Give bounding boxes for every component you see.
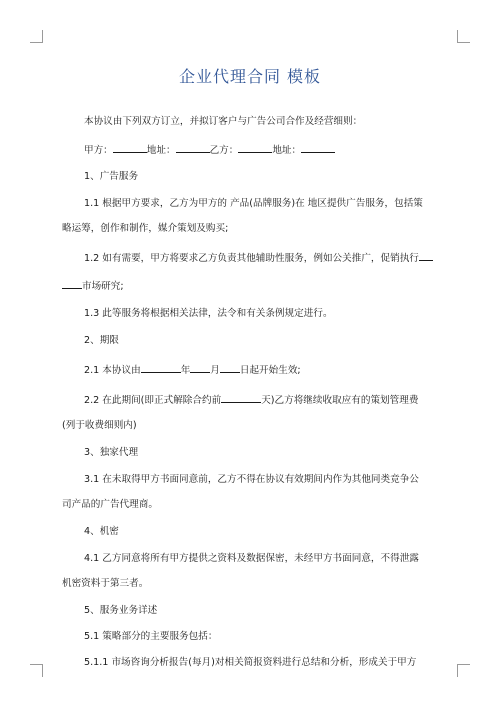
section-3-heading: 3、独家代理 (84, 447, 139, 458)
clause-1-1-line-1: 1.1 根据甲方要求，乙方为甲方的 产品(品牌服务)在 地区提供广告服务，包括策 (84, 198, 423, 209)
clause-1-2-line-1 (62, 250, 442, 265)
clause-4-1-line-1: 4.1 乙方同意将所有甲方提供之资料及数据保密，未经甲方书面同意，不得泄露 (84, 553, 419, 564)
party-a-address-blank (176, 142, 210, 153)
clause-1-2-text-2: 市场研究; (82, 281, 124, 292)
page-corner-mark-bottom-left (30, 664, 43, 677)
clause-1-2-text: 1.2 如有需要，甲方将要求乙方负责其他辅助性服务，例如公关推广，促销执行 (84, 253, 419, 264)
parties-line (62, 142, 442, 157)
party-a-label: 甲方： (84, 145, 113, 156)
year-label: 年 (180, 365, 191, 376)
section-5-heading: 5、服务业务详述 (84, 605, 158, 616)
party-a-blank (113, 142, 147, 153)
notice-days-blank (221, 392, 261, 403)
clause-4-1-line-2: 机密资料于第三者。 (62, 578, 149, 589)
clause-2-1-post: 日起开始生效; (239, 365, 301, 376)
section-2-heading: 2、期限 (84, 335, 119, 346)
start-day-blank (220, 362, 240, 373)
document-title: 企业代理合同 模板 (178, 67, 322, 86)
clause-2-2-post: 天)乙方将继续收取应有的策划管理费 (261, 395, 419, 406)
page-corner-mark-top-right (457, 30, 470, 43)
intro-paragraph: 本协议由下列双方订立，并拟订客户与广告公司合作及经营细则： (84, 116, 363, 127)
section-1-heading: 1、广告服务 (84, 171, 139, 182)
start-year-blank (141, 362, 181, 373)
clause-1-3: 1.3 此等服务将根据相关法律，法令和有关条例规定进行。 (84, 308, 333, 319)
clause-1-2-line-2 (62, 278, 442, 293)
clause-1-2-blank-2 (62, 278, 82, 289)
clause-5-1-1: 5.1.1 市场咨询分析报告(每月)对相关简报资料进行总结和分析，形成关于甲方 (84, 657, 417, 668)
clause-2-2-line-2: (列于收费细则内) (62, 420, 137, 431)
clause-3-1-line-1: 3.1 在未取得甲方书面同意前，乙方不得在协议有效期间内作为其他同类竞争公 (84, 474, 419, 485)
page-corner-mark-top-left (30, 30, 43, 43)
clause-2-2-pre: 2.2 在此期间(即正式解除合约前 (84, 395, 222, 406)
party-b-address-label: 地址： (272, 145, 302, 156)
party-b-label: 乙方： (209, 145, 239, 156)
clause-3-1-line-2: 司产品的广告代理商。 (62, 499, 158, 510)
party-b-blank (238, 142, 272, 153)
clause-2-1-pre: 2.1 本协议由 (84, 365, 141, 376)
section-4-heading: 4、机密 (84, 526, 119, 537)
start-month-blank (190, 362, 210, 373)
party-a-address-label: 地址： (146, 145, 176, 156)
document-body (62, 116, 442, 669)
party-b-address-blank (301, 142, 335, 153)
clause-2-2-line-1 (62, 392, 442, 407)
clause-1-2-blank (419, 250, 433, 261)
clause-5-1: 5.1 策略部分的主要服务包括： (84, 631, 218, 642)
clause-2-1 (62, 362, 442, 377)
month-label: 月 (210, 365, 220, 376)
clause-1-1-line-2: 略运筹，创作和制作，媒介策划及购买; (62, 223, 229, 234)
page-corner-mark-bottom-right (457, 664, 470, 677)
